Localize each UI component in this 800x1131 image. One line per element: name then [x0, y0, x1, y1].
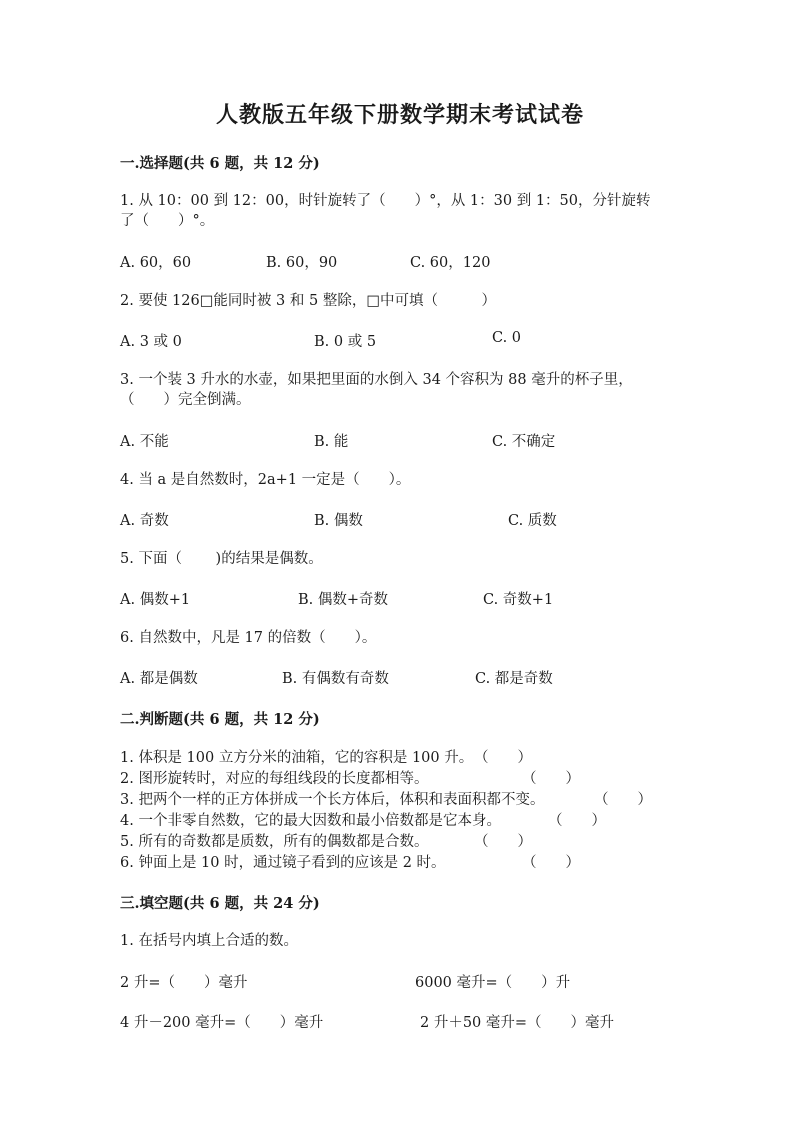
section-heading-choice: 一.选择题(共 6 题，共 12 分): [120, 155, 320, 172]
option-c: C. 都是奇数: [475, 671, 553, 687]
question-text: 5. 下面（ )的结果是偶数。: [120, 551, 323, 567]
judge-item: 5. 所有的奇数都是质数，所有的偶数都是合数。: [120, 834, 429, 850]
page-title: 人教版五年级下册数学期末考试试卷: [215, 102, 584, 128]
answer-blank: （ ）: [548, 813, 606, 829]
answer-blank: （ ）: [474, 834, 532, 850]
option-c: C. 0: [492, 330, 522, 346]
answer-blank: （ ）: [522, 771, 580, 787]
fill-item: 2 升=（ ）毫升: [120, 975, 248, 991]
option-c: C. 60，120: [410, 255, 491, 271]
question-text: （ ）完全倒满。: [120, 392, 251, 408]
option-c: C. 质数: [508, 513, 557, 529]
question-text: 4. 当 a 是自然数时，2a+1 一定是（ ）。: [120, 472, 411, 488]
judge-item: 2. 图形旋转时，对应的每组线段的长度都相等。: [120, 771, 429, 787]
answer-blank: （ ）: [594, 792, 652, 808]
option-b: B. 0 或 5: [314, 334, 377, 350]
fill-item: 4 升－200 毫升=（ ）毫升: [120, 1015, 324, 1031]
option-c: C. 奇数+1: [483, 592, 554, 608]
judge-item: 3. 把两个一样的正方体拼成一个长方体后，体积和表面积都不变。: [120, 792, 545, 808]
fill-item: 2 升＋50 毫升=（ ）毫升: [420, 1015, 615, 1031]
judge-item: 4. 一个非零自然数，它的最大因数和最小倍数都是它本身。: [120, 813, 501, 829]
option-b: B. 偶数: [314, 513, 363, 529]
question-text: 2. 要使 126□能同时被 3 和 5 整除，□中可填（ ）: [120, 293, 497, 309]
answer-blank: （ ）: [522, 855, 580, 871]
option-a: A. 3 或 0: [120, 334, 182, 350]
question-text: 1. 从 10：00 到 12：00，时针旋转了（ ）°，从 1：30 到 1：50，分针旋转: [120, 193, 651, 209]
option-a: A. 奇数: [120, 513, 169, 529]
option-b: B. 有偶数有奇数: [282, 671, 389, 687]
option-a: A. 60，60: [120, 255, 192, 271]
question-text: 6. 自然数中，凡是 17 的倍数（ ）。: [120, 630, 377, 646]
answer-blank: （ ）: [474, 750, 532, 766]
section-heading-judge: 二.判断题(共 6 题，共 12 分): [120, 711, 320, 728]
option-a: A. 不能: [120, 434, 169, 450]
option-b: B. 偶数+奇数: [298, 592, 389, 608]
option-c: C. 不确定: [492, 434, 556, 450]
question-text: 了（ ）°。: [120, 213, 215, 229]
fill-item: 6000 毫升=（ ）升: [415, 975, 571, 991]
option-a: A. 都是偶数: [120, 671, 198, 687]
question-text: 3. 一个装 3 升水的水壶，如果把里面的水倒入 34 个容积为 88 毫升的杯子里，: [120, 372, 633, 388]
option-b: B. 能: [314, 434, 349, 450]
judge-item: 6. 钟面上是 10 时，通过镜子看到的应该是 2 时。: [120, 855, 446, 871]
option-b: B. 60，90: [266, 255, 338, 271]
section-heading-fill: 三.填空题(共 6 题，共 24 分): [120, 895, 320, 912]
question-text: 1. 在括号内填上合适的数。: [120, 933, 298, 949]
option-a: A. 偶数+1: [120, 592, 191, 608]
judge-item: 1. 体积是 100 立方分米的油箱，它的容积是 100 升。: [120, 750, 474, 766]
